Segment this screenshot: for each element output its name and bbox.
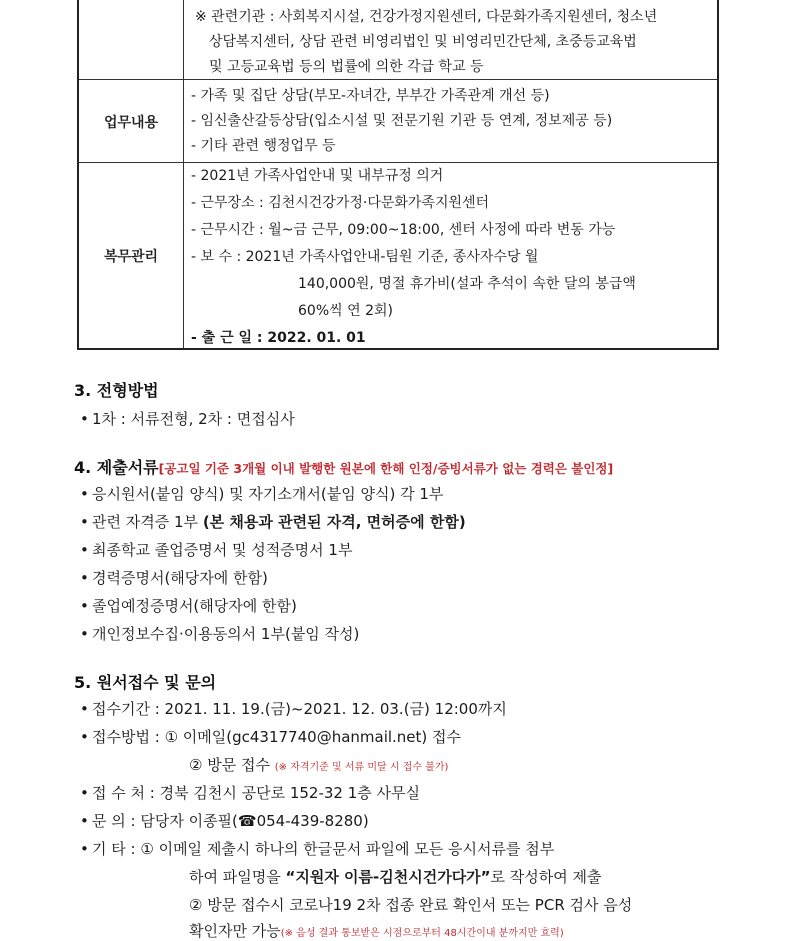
list-item-text: 최종학교 졸업증명서 및 성적증명서 1부 <box>92 541 353 559</box>
list-item-continuation <box>189 894 632 915</box>
start-date: - 출 근 일 : 2022. 01. 01 <box>191 330 366 346</box>
bullet-icon: • <box>80 410 89 428</box>
list-item-continuation <box>189 866 602 887</box>
row-label-service: 복무관리 <box>103 249 159 265</box>
list-item-text: 하여 파일명을 <box>189 868 286 886</box>
section-note: [공고일 기준 3개월 이내 발행한 원본에 한해 인정/증빙서류가 없는 경력은 불인정] <box>158 461 614 476</box>
note-line: ※ 관련기관 : 사회복지시설, 건강가정지원센터, 다문화가족지원센터, 청소년 <box>195 9 658 25</box>
list-item-emphasis: (본 채용과 관련된 자격, 면허증에 한함) <box>202 513 466 531</box>
bullet-icon: • <box>80 597 89 615</box>
list-item-text: 로 작성하여 제출 <box>490 868 602 886</box>
section-title: 3. 전형방법 <box>74 381 159 400</box>
list-item-text: ① 이메일 제출시 하나의 한글문서 파일에 모든 응시서류를 첨부 <box>140 840 555 858</box>
related-agencies-note <box>195 5 709 80</box>
duty-item: - 기타 관련 행정업무 등 <box>191 138 336 154</box>
section-title-row <box>74 455 613 478</box>
bullet-icon: • <box>80 728 89 746</box>
section-title: 4. 제출서류 <box>74 458 159 477</box>
list-item-text: ② 방문 접수시 코로나19 2차 접종 완료 확인서 또는 PCR 검사 음성 <box>189 896 633 914</box>
list-item <box>80 782 420 803</box>
bullet-icon: • <box>80 569 89 587</box>
list-item-text: 졸업예정증명서(해당자에 한함) <box>92 597 297 615</box>
list-item-text: 접 수 처 : 경북 김천시 공단로 152-32 1층 사무실 <box>92 784 420 802</box>
list-item <box>80 838 554 859</box>
list-item <box>80 726 461 747</box>
list-item <box>80 483 443 504</box>
list-item-text: 응시원서(붙임 양식) 및 자기소개서(붙임 양식) 각 1부 <box>92 485 444 503</box>
bullet-icon: • <box>80 784 89 802</box>
service-item: - 근무시간 : 월~금 근무, 09:00~18:00, 센터 사정에 따라 변동 가능 <box>191 222 616 238</box>
section-title: 5. 원서접수 및 문의 <box>74 673 217 692</box>
list-item-text: 관련 자격증 1부 <box>92 513 199 531</box>
list-item-text: 1차 : 서류전형, 2차 : 면접심사 <box>92 410 295 428</box>
list-item <box>80 511 466 532</box>
service-item: 60%씩 연 2회) <box>298 303 393 319</box>
bullet-icon: • <box>80 485 89 503</box>
bullet-icon: • <box>80 812 89 830</box>
list-item <box>80 698 507 719</box>
list-item <box>80 408 295 429</box>
list-item <box>80 539 352 560</box>
list-item-text: ① 이메일(gc4317740@hanmail.net) 접수 <box>164 728 462 746</box>
list-item-text: ② 방문 접수 <box>189 756 270 774</box>
bullet-icon: • <box>80 840 89 858</box>
duty-item: - 가족 및 집단 상담(부모-자녀간, 부부간 가족관계 개선 등) <box>191 88 550 104</box>
note-line: 상담복지센터, 상담 관련 비영리법인 및 비영리민간단체, 초중등교육법 <box>209 34 637 50</box>
list-item-text: 문 의 : 담당자 이종필(☎054-439-8280) <box>92 812 369 830</box>
list-item-emphasis: “지원자 이름-김천시건가다가” <box>285 868 491 886</box>
list-item <box>80 623 359 644</box>
list-item-label: 접수방법 : <box>92 728 160 746</box>
duties-cell <box>191 84 709 159</box>
bullet-icon: • <box>80 700 89 718</box>
duty-item: - 임신출산갈등상담(입소시설 및 전문기원 기관 등 연계, 정보제공 등) <box>191 113 613 129</box>
service-item: - 보 수 : 2021년 가족사업안내-팀원 기준, 종사자수당 월 <box>191 249 539 265</box>
list-item <box>80 567 268 588</box>
bullet-icon: • <box>80 541 89 559</box>
list-item-note: (※ 자격기준 및 서류 미달 시 접수 불가) <box>274 762 449 773</box>
table-divider <box>183 0 184 348</box>
recruitment-table <box>77 0 719 350</box>
bullet-icon: • <box>80 513 89 531</box>
list-item-text: 접수기간 : 2021. 11. 19.(금)~2021. 12. 03.(금) 12:00까지 <box>92 700 507 718</box>
list-item <box>80 595 297 616</box>
service-item: - 근무장소 : 김천시건강가정·다문화가족지원센터 <box>191 195 490 211</box>
list-item <box>80 810 369 831</box>
list-item-continuation <box>189 920 564 941</box>
note-line: 및 고등교육법 등의 법률에 의한 각급 학교 등 <box>209 59 484 75</box>
list-item-note: (※ 음성 결과 통보받은 시점으로부터 48시간이내 분까지만 효력) <box>280 928 564 939</box>
service-cell <box>191 163 709 352</box>
list-item-text: 경력증명서(해당자에 한함) <box>92 569 268 587</box>
list-item-text: 확인자만 가능 <box>189 922 281 940</box>
list-item-continuation <box>189 754 448 775</box>
list-item-label: 기 타 : <box>92 840 136 858</box>
service-item: 140,000원, 명절 휴가비(설과 추석이 속한 달의 봉급액 <box>298 276 636 292</box>
bullet-icon: • <box>80 625 89 643</box>
service-item: - 2021년 가족사업안내 및 내부규정 의거 <box>191 168 444 184</box>
list-item-text: 개인정보수집·이용동의서 1부(붙임 작성) <box>92 625 360 643</box>
row-label-duties: 업무내용 <box>103 115 159 131</box>
